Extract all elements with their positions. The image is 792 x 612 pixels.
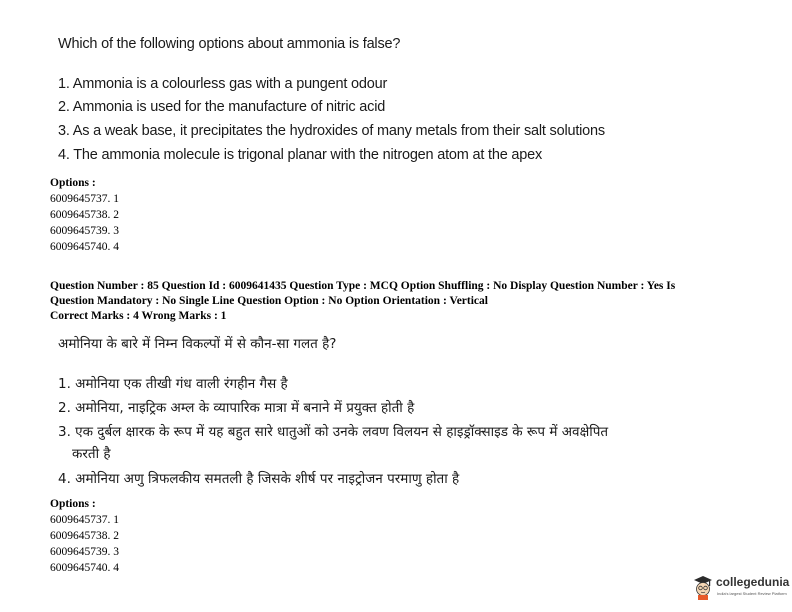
question-meta	[50, 279, 740, 324]
option-id-item: 6009645740. 4	[50, 562, 119, 574]
question-prompt-hi: अमोनिया के बारे में निम्न विकल्पों में से कौन-सा गलत है?	[58, 336, 337, 352]
collegedunia-logo	[692, 572, 788, 602]
options-heading: Options :	[50, 498, 96, 510]
logo-tagline: India's largest Student Review Platform	[717, 591, 787, 596]
question-meta-line: Question Number : 85 Question Id : 6009641435 Question Type : MCQ Option Shuffling : No Display Question Number : Yes Is	[50, 280, 676, 292]
question-option-hi-4: 4. अमोनिया अणु त्रिफलकीय समतली है जिसके शीर्ष पर नाइट्रोजन परमाणु होता है	[58, 471, 460, 487]
question-option-en-4: 4. The ammonia molecule is trigonal planar with the nitrogen atom at the apex	[58, 147, 543, 163]
option-id-item: 6009645738. 2	[50, 209, 119, 221]
option-id-item: 6009645739. 3	[50, 546, 119, 558]
question-meta-line: Correct Marks : 4 Wrong Marks : 1	[50, 310, 227, 322]
option-id-item: 6009645739. 3	[50, 225, 119, 237]
question-option-hi-2: 2. अमोनिया, नाइट्रिक अम्ल के व्यापारिक मात्रा में बनाने में प्रयुक्त होती है	[58, 400, 415, 416]
question-option-en-3: 3. As a weak base, it precipitates the hydroxides of many metals from their salt solutions	[58, 123, 605, 139]
option-id-item: 6009645737. 1	[50, 193, 119, 205]
question-prompt-en: Which of the following options about ammonia is false?	[58, 36, 401, 52]
options-heading: Options :	[50, 177, 96, 189]
logo-wordmark: collegedunia	[716, 575, 790, 589]
option-id-item: 6009645738. 2	[50, 530, 119, 542]
graduate-mascot-icon	[692, 574, 714, 600]
question-option-en-1: 1. Ammonia is a colourless gas with a pungent odour	[58, 76, 388, 92]
option-id-item: 6009645740. 4	[50, 241, 119, 253]
question-option-hi-3: 3. एक दुर्बल क्षारक के रूप में यह बहुत सारे धातुओं को उनके लवण विलयन से हाइड्रॉक्साइड के रूप में अवक्षेपित	[58, 424, 609, 440]
option-id-item: 6009645737. 1	[50, 514, 119, 526]
question-option-en-2: 2. Ammonia is used for the manufacture of nitric acid	[58, 99, 386, 115]
question-option-hi-1: 1. अमोनिया एक तीखी गंध वाली रंगहीन गैस है	[58, 376, 288, 392]
question-option-hi-3-cont: करती है	[72, 446, 111, 462]
question-meta-line: Question Mandatory : No Single Line Question Option : No Option Orientation : Vertical	[50, 295, 488, 307]
